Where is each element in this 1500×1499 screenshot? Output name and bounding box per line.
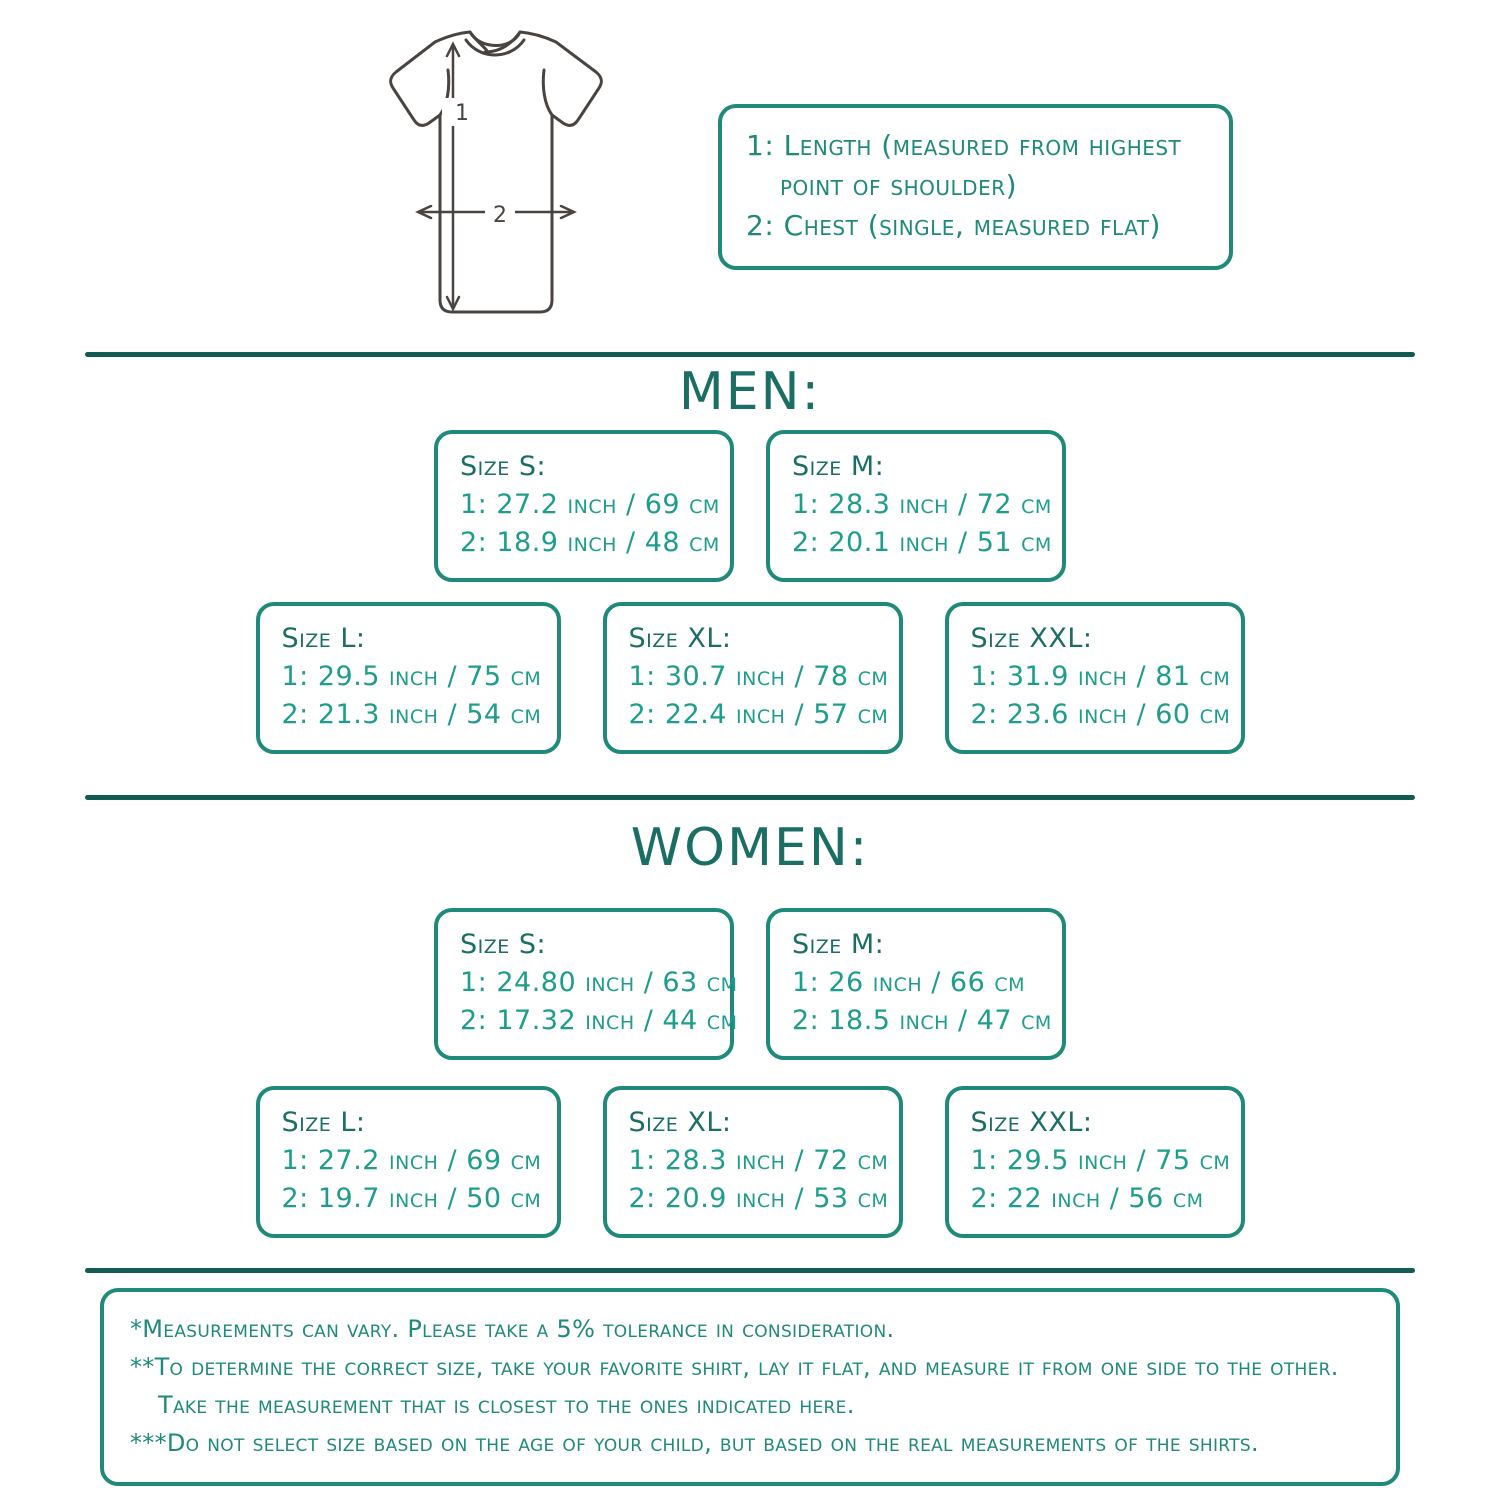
size-length: 1: 29.5 inch / 75 cm — [281, 661, 542, 692]
footnote-2-continued: Take the measurement that is closest to the ones indicated here. — [158, 1391, 855, 1419]
size-card-men-s — [434, 430, 734, 582]
footnotes-box — [100, 1288, 1400, 1486]
section-title-women: WOMEN: — [630, 818, 870, 878]
size-label: Size S: — [460, 451, 547, 482]
footnote-3: ***Do not select size based on the age of your child, but based on the real measurements of the shirts. — [130, 1429, 1259, 1457]
size-label: Size S: — [460, 929, 547, 960]
size-label: Size M: — [792, 451, 885, 482]
measurement-guide-section — [0, 0, 1500, 350]
size-chest: 2: 22.4 inch / 57 cm — [628, 699, 889, 730]
size-label: Size XL: — [628, 623, 732, 654]
size-label: Size XL: — [628, 1107, 732, 1138]
size-chest: 2: 20.1 inch / 51 cm — [792, 527, 1052, 558]
size-card-men-xl — [603, 602, 903, 754]
size-chest: 2: 18.5 inch / 47 cm — [792, 1005, 1052, 1036]
size-card-men-l — [256, 602, 561, 754]
size-label: Size XXL: — [970, 623, 1093, 654]
size-chest: 2: 20.9 inch / 53 cm — [628, 1183, 889, 1214]
legend-box — [718, 104, 1233, 270]
size-chest: 2: 18.9 inch / 48 cm — [460, 527, 720, 558]
size-card-men-xxl — [945, 602, 1245, 754]
size-length: 1: 29.5 inch / 75 cm — [970, 1145, 1231, 1176]
size-card-women-xxl — [945, 1086, 1245, 1238]
diagram-marker-1-label: 1 — [455, 101, 469, 126]
size-length: 1: 30.7 inch / 78 cm — [628, 661, 889, 692]
size-card-women-m — [766, 908, 1066, 1060]
size-length: 1: 28.3 inch / 72 cm — [792, 489, 1052, 520]
size-length: 1: 28.3 inch / 72 cm — [628, 1145, 889, 1176]
women-sizes-row-2 — [0, 1086, 1500, 1238]
size-length: 1: 24.80 inch / 63 cm — [460, 967, 738, 998]
divider-top — [85, 352, 1415, 357]
diagram-marker-2-label: 2 — [493, 203, 507, 228]
size-chest: 2: 17.32 inch / 44 cm — [460, 1005, 738, 1036]
size-card-women-s — [434, 908, 738, 1060]
men-sizes-row-2 — [0, 602, 1500, 754]
size-chest: 2: 23.6 inch / 60 cm — [970, 699, 1231, 730]
tshirt-diagram — [330, 20, 640, 330]
size-label: Size M: — [792, 929, 885, 960]
size-length: 1: 27.2 inch / 69 cm — [281, 1145, 542, 1176]
size-length: 1: 31.9 inch / 81 cm — [970, 661, 1231, 692]
footnote-1: *Measurements can vary. Please take a 5% tolerance in consideration. — [130, 1315, 895, 1343]
section-title-men: MEN: — [678, 362, 822, 422]
size-label: Size XXL: — [970, 1107, 1093, 1138]
size-card-women-l — [256, 1086, 561, 1238]
women-sizes-row-1 — [0, 908, 1500, 1060]
size-length: 1: 27.2 inch / 69 cm — [460, 489, 720, 520]
divider-bottom — [85, 1268, 1415, 1273]
size-label: Size L: — [281, 1107, 366, 1138]
footnote-2: **To determine the correct size, take your favorite shirt, lay it flat, and measure it from one side to the other. — [130, 1353, 1339, 1381]
size-label: Size L: — [281, 623, 366, 654]
size-chest: 2: 22 inch / 56 cm — [970, 1183, 1204, 1214]
legend-line-1: 1: Length (measured from highest — [746, 129, 1182, 162]
men-sizes-row-1 — [0, 430, 1500, 582]
legend-line-3: 2: Chest (single, measured flat) — [746, 209, 1161, 242]
divider-middle — [85, 795, 1415, 800]
legend-line-2: point of shoulder) — [780, 169, 1018, 202]
size-card-men-m — [766, 430, 1066, 582]
size-length: 1: 26 inch / 66 cm — [792, 967, 1026, 998]
size-chest: 2: 21.3 inch / 54 cm — [281, 699, 542, 730]
size-card-women-xl — [603, 1086, 903, 1238]
size-chest: 2: 19.7 inch / 50 cm — [281, 1183, 542, 1214]
